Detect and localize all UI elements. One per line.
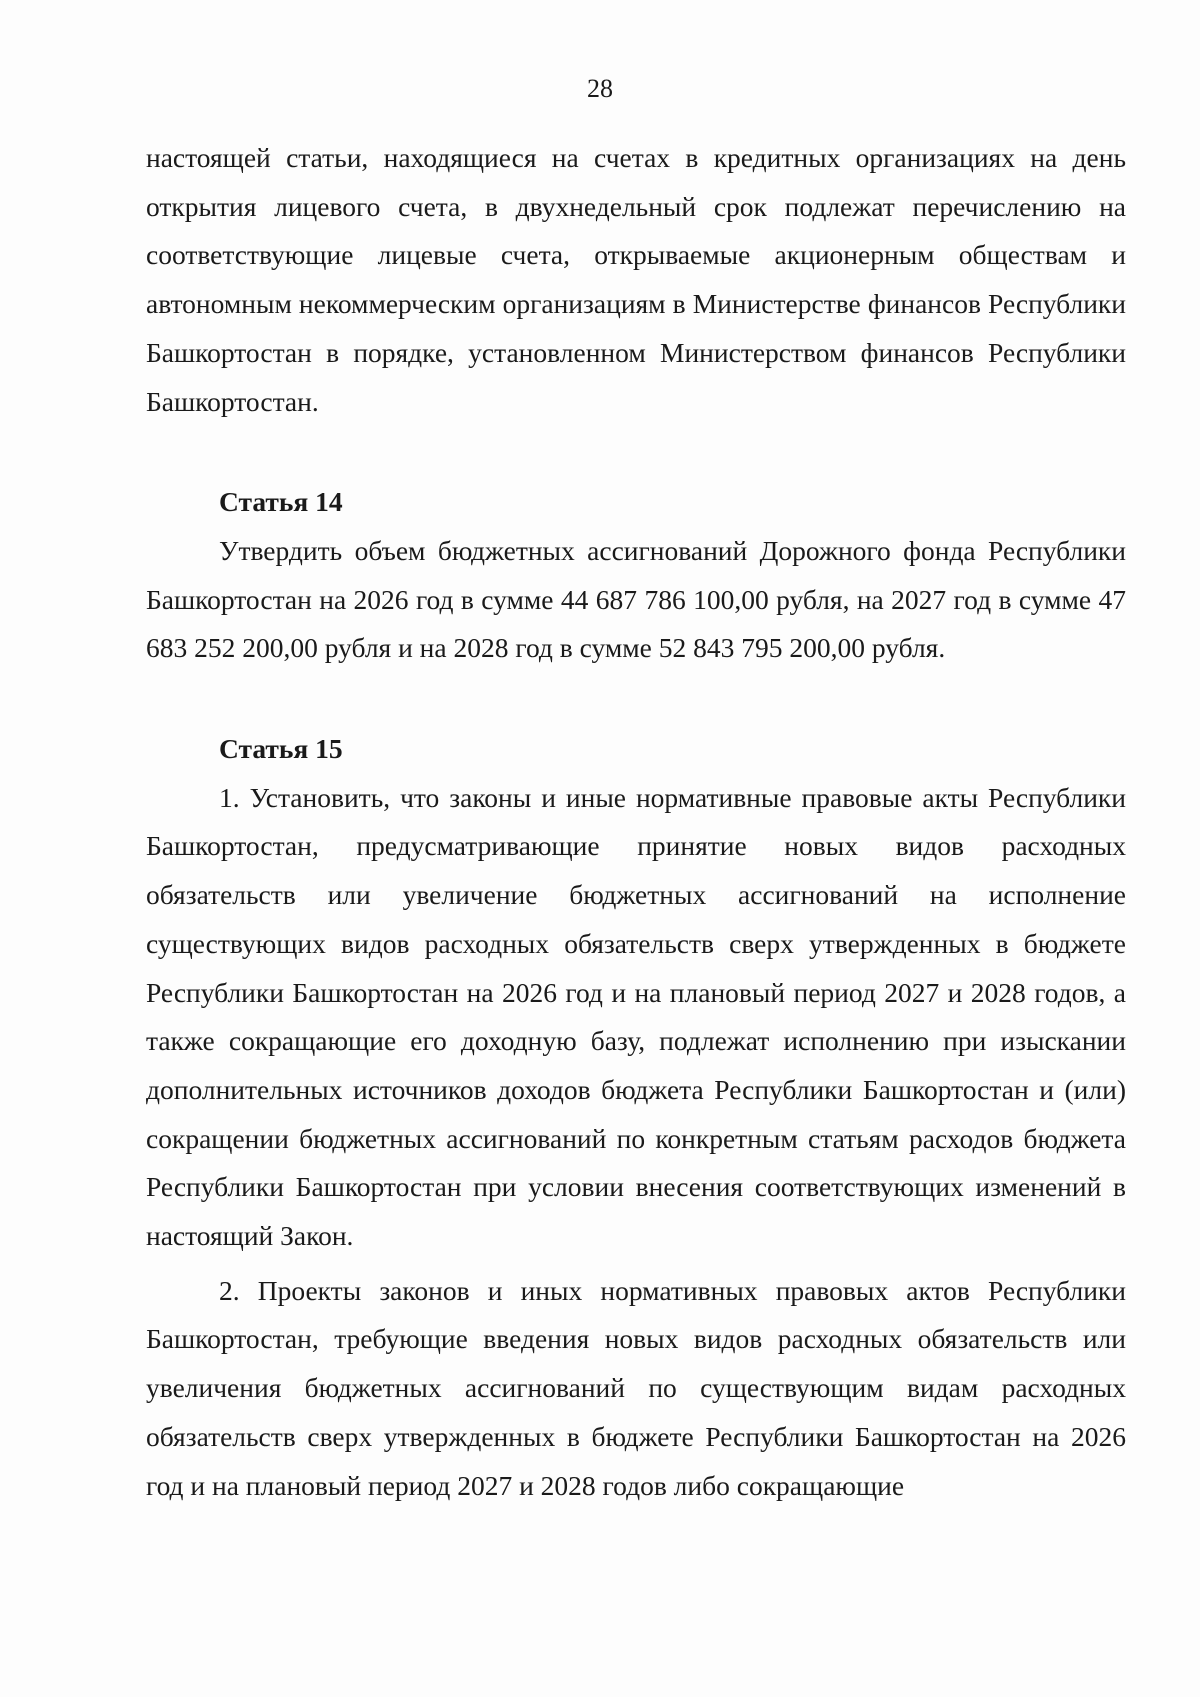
article-14-title: Статья 14 [219, 486, 343, 518]
article-15-paragraph-1: 1. Установить, что законы и иные нормативные правовые акты Республики Башкортостан, предусматривающие принятие новых видов расходных обязательств или увеличение бюджетных ассигнований на исполнение существующих видов расходных обязательств сверх утвержденных в бюджете Республики Башкортостан на 2026 год и на плановый период 2027 и 2028 годов, а также сокращающие его доходную базу, подлежат исполнению при изыскании дополнительных источников доходов бюджета Республики Башкортостан и (или) сокращении бюджетных ассигнований по конкретным статьям расходов бюджета Республики Башкортостан при условии внесения соответствующих изменений в настоящий Закон. [146, 781, 1126, 1252]
page-number: 28 [587, 74, 613, 103]
opening-paragraph: настоящей статьи, находящиеся на счетах в кредитных организациях на день открытия лицевого счета, в двухнедельный срок подлежат перечислению на соответствующие лицевые счета, открываемые акционерным обществам и автономным некоммерческим организациям в Министерстве финансов Республики Башкортостан в порядке, установленном Министерством финансов Республики Башкортостан. [146, 142, 1126, 417]
article-15-paragraph-2: 2. Проекты законов и иных нормативных правовых актов Республики Башкортостан, требующие введения новых видов расходных обязательств или увеличения бюджетных ассигнований по существующим видам расходных обязательств сверх утвержденных в бюджете Республики Башкортостан на 2026 год и на плановый период 2027 и 2028 годов либо сокращающие [146, 1274, 1126, 1501]
article-14 [146, 478, 1126, 673]
article-15 [146, 725, 1126, 1510]
article-15-title: Статья 15 [219, 733, 343, 765]
spacer [146, 673, 1126, 725]
article-14-text: Утвердить объем бюджетных ассигнований Дорожного фонда Республики Башкортостан на 2026 год в сумме 44 687 786 100,00 рубля, на 2027 год в сумме 47 683 252 200,00 рубля и на 2028 год в сумме 52 843 795 200,00 рубля. [146, 534, 1126, 664]
spacer [146, 426, 1126, 478]
document-body [146, 134, 1126, 1510]
